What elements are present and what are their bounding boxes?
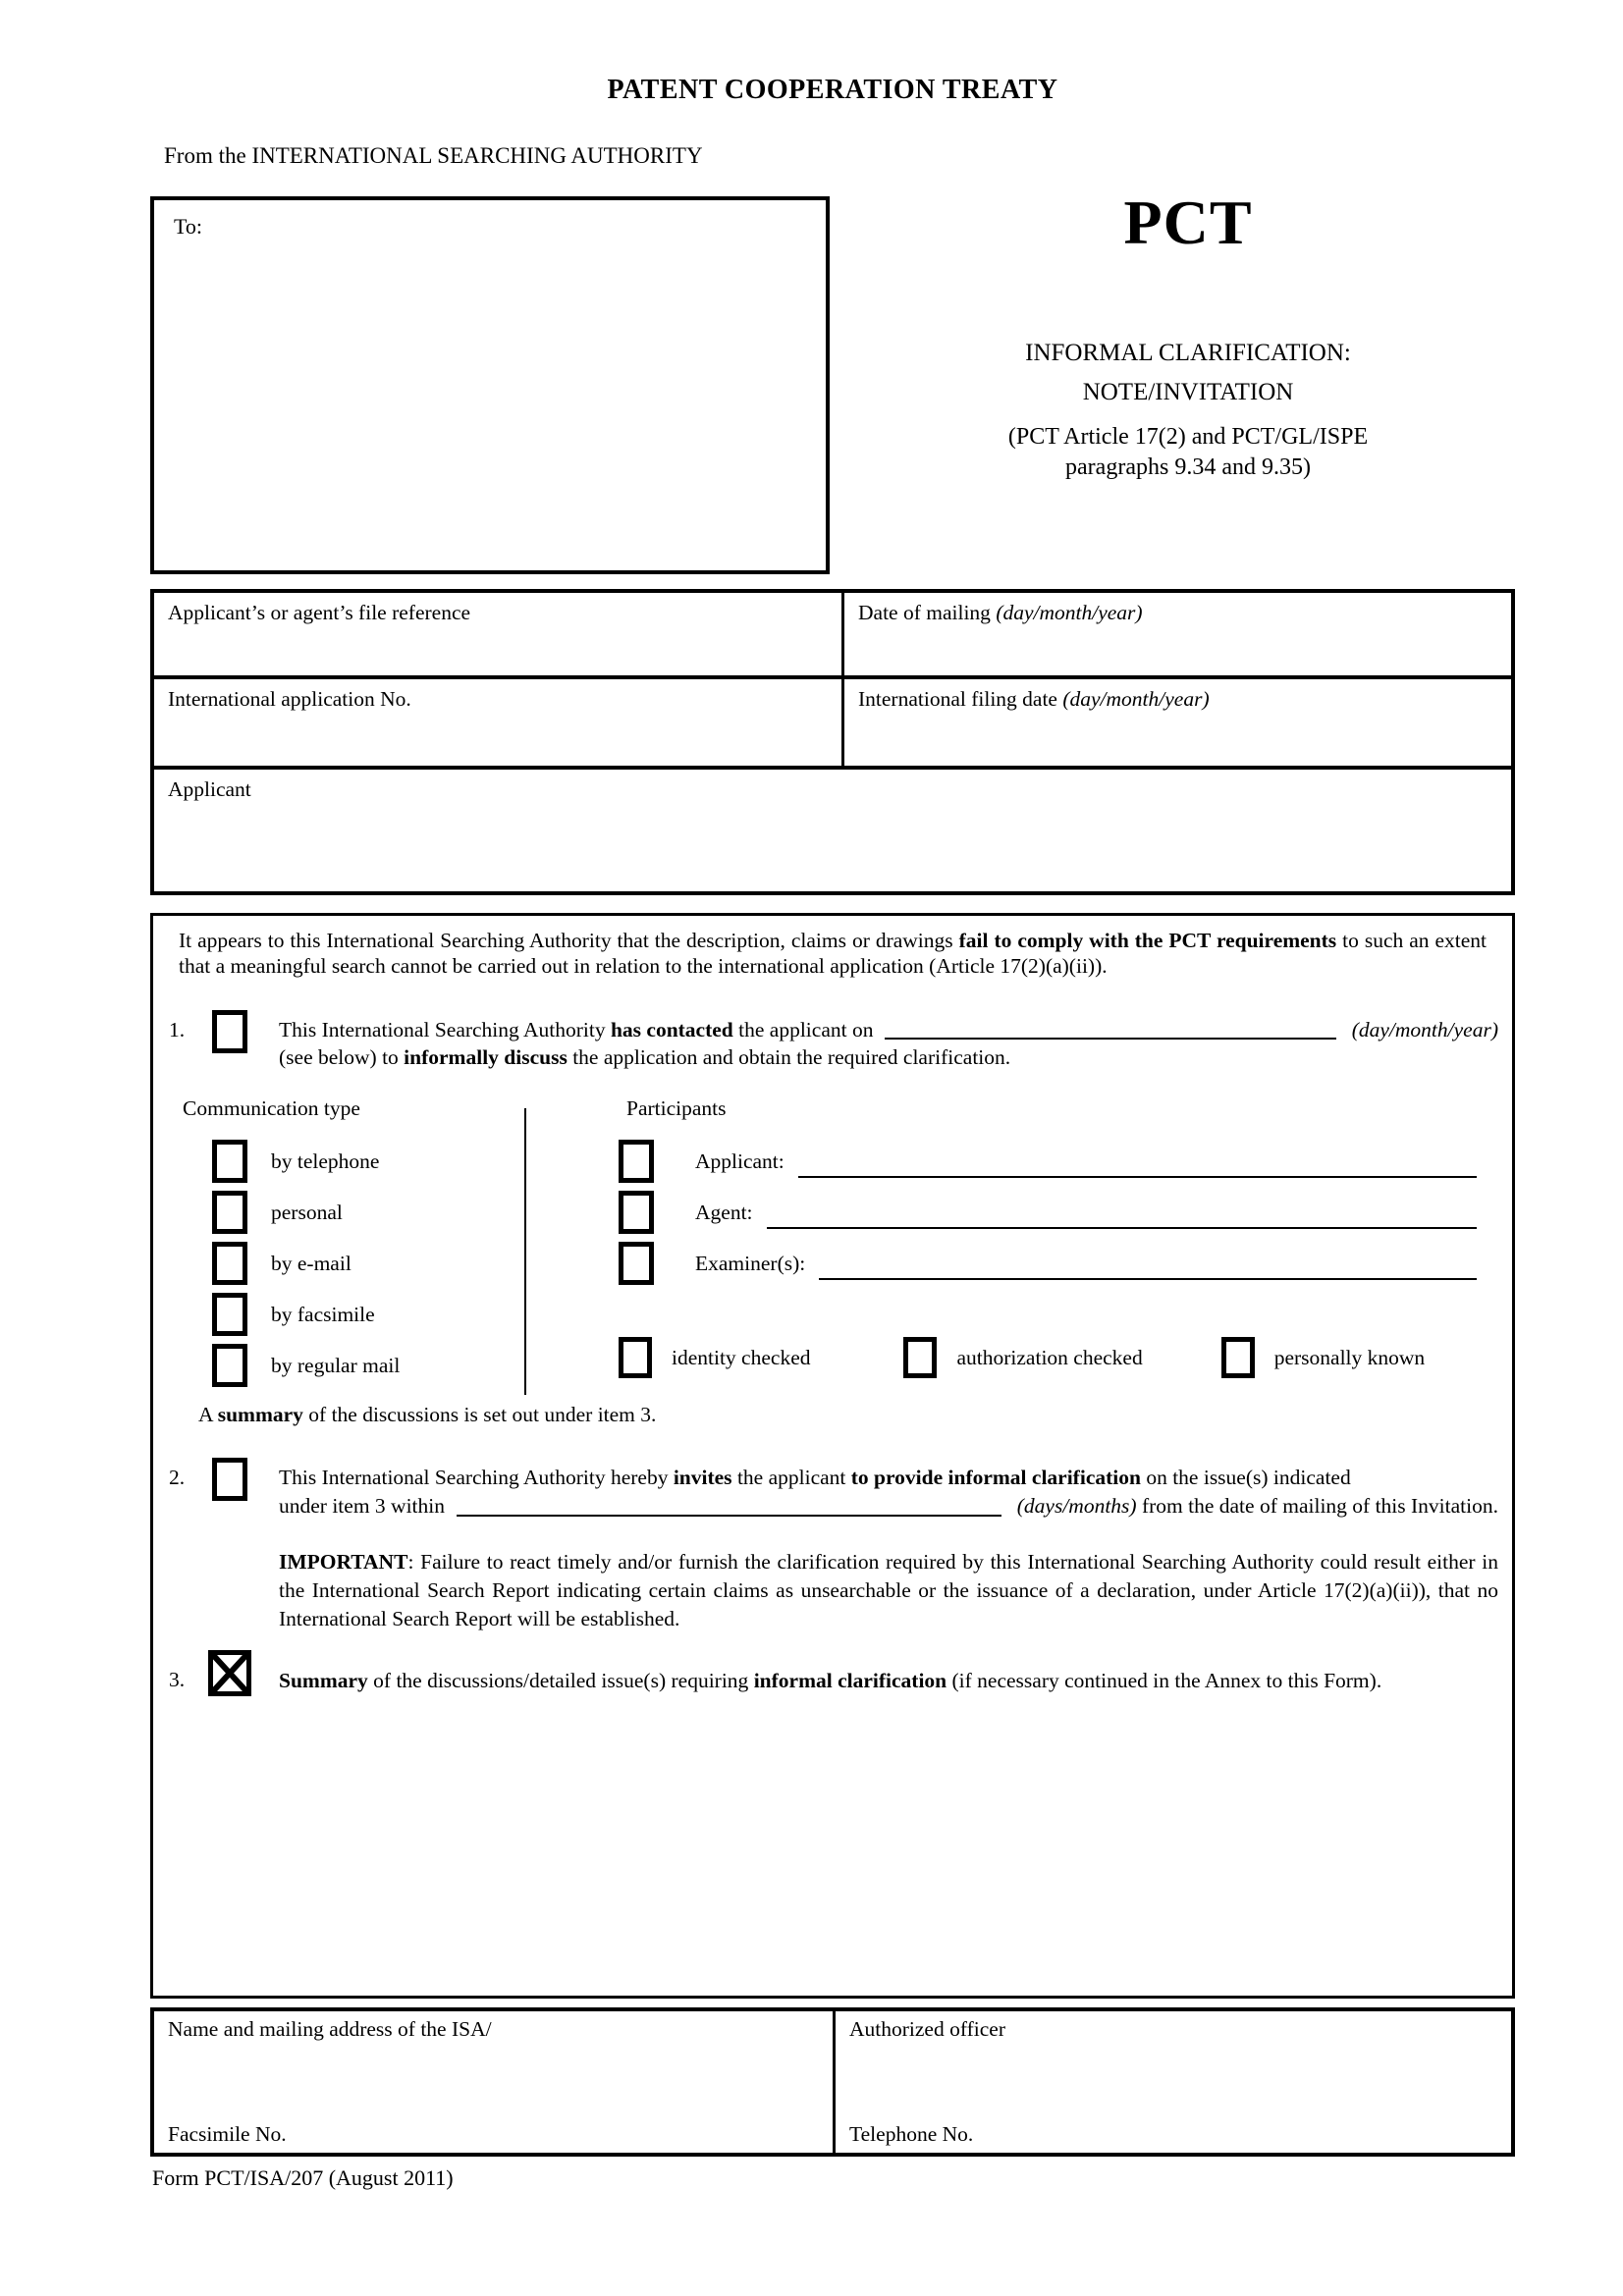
intl-filing-date-hint: (day/month/year) [1062,687,1210,711]
isa-address-cell[interactable] [154,2011,836,2153]
column-divider [524,1108,526,1395]
participant-examiner-label: Examiner(s): [695,1251,806,1275]
participant-agent-label: Agent: [695,1200,753,1224]
identity-checked-label: identity checked [672,1345,811,1369]
main-content-box [150,913,1515,1999]
personally-known-group [1221,1337,1425,1378]
intl-application-label: International application No. [168,687,411,711]
form-number: Form PCT/ISA/207 (August 2011) [152,2165,454,2190]
participant-examiner-row [619,1238,1481,1289]
contact-date-line[interactable] [885,1030,1335,1040]
participant-applicant-label: Applicant: [695,1148,784,1173]
personal-checkbox[interactable] [212,1191,247,1234]
communication-options [212,1136,400,1391]
identity-checked-group [619,1337,810,1378]
participant-applicant-line[interactable] [798,1168,1477,1178]
doc-title-line2: NOTE/INVITATION [1082,379,1294,405]
comm-option-facsimile [212,1289,400,1340]
authorization-checked-label: authorization checked [956,1345,1143,1369]
header-table [150,589,1515,895]
participant-applicant-checkbox[interactable] [619,1140,654,1183]
summary-note: A summary of the discussions is set out under item 3. [198,1403,657,1426]
doc-title-line1: INFORMAL CLARIFICATION: [1025,340,1351,366]
participant-applicant-row [619,1136,1481,1187]
important-notice: IMPORTANT: Failure to react timely and/or furnish the clarification required by this International Searching Authority could result either in the International Search Report indicating certain claims as unsearchable or the issuance of a declaration, under Article 17(2)(a)(ii)), that no International Search Report will be established. [279,1550,1498,1630]
contact-date-hint: (day/month/year) [1351,1018,1498,1041]
date-of-mailing-hint: (day/month/year) [996,601,1143,624]
from-authority-line: From the INTERNATIONAL SEARCHING AUTHORITY [164,143,703,168]
comm-option-personal [212,1187,400,1238]
by-facsimile-label: by facsimile [271,1302,375,1326]
applicant-label: Applicant [168,777,251,801]
file-reference-label: Applicant’s or agent’s file reference [168,601,471,624]
identity-checked-checkbox[interactable] [619,1337,652,1378]
item2-checkbox[interactable] [212,1458,247,1501]
item2-text: This International Searching Authority hereby invites the applicant to provide informal clarification on the issue(s) indicated under item 3 within (days/months) from the date of mailing of this Invitation. [279,1466,1498,1518]
footer-table [150,2007,1515,2157]
by-regular-mail-checkbox[interactable] [212,1344,247,1387]
doc-ref-line1: (PCT Article 17(2) and PCT/GL/ISPE [1007,424,1369,450]
page-title: PATENT COOPERATION TREATY [607,75,1058,105]
verification-row [619,1332,1502,1383]
non-compliance-notice: It appears to this International Searching Authority that the description, claims or drawings fail to comply with the PCT requirements to such an extent that a meaningful search cannot be carried out in relation to the international application (Article 17(2)(a)(ii)). [179,929,1487,978]
date-of-mailing-cell[interactable] [841,593,1511,675]
comm-option-telephone [212,1136,400,1187]
telephone-label: Telephone No. [849,2122,974,2146]
by-telephone-label: by telephone [271,1148,380,1173]
personally-known-label: personally known [1273,1345,1426,1369]
participant-agent-checkbox[interactable] [619,1191,654,1234]
doc-ref-line2: paragraphs 9.34 and 9.35) [1065,454,1311,480]
personally-known-checkbox[interactable] [1221,1337,1255,1378]
participant-agent-line[interactable] [767,1219,1477,1229]
communication-type-heading: Communication type [183,1096,360,1120]
recipient-address-box[interactable] [150,196,830,574]
to-label: To: [174,214,203,239]
by-email-checkbox[interactable] [212,1242,247,1285]
isa-address-label: Name and mailing address of the ISA/ [168,2017,492,2041]
comm-option-regular-mail [212,1340,400,1391]
by-regular-mail-label: by regular mail [271,1353,401,1377]
item1-text: This International Searching Authority has contacted the applicant on (day/month/year) (see below) to informally discuss the application and obtain the required clarification. [279,1018,1498,1069]
by-facsimile-checkbox[interactable] [212,1293,247,1336]
date-of-mailing-label: Date of mailing [858,601,997,624]
participant-examiner-checkbox[interactable] [619,1242,654,1285]
item3-text: Summary of the discussions/detailed issue(s) requiring informal clarification (if necessary continued in the Annex to this Form). [279,1669,1382,1692]
comm-option-email [212,1238,400,1289]
participants-rows [619,1136,1481,1289]
intl-application-cell[interactable] [154,675,841,766]
item3-checkbox[interactable] [208,1650,251,1696]
response-period-hint: (days/months) [1016,1494,1137,1518]
participants-heading: Participants [626,1096,727,1120]
authorized-officer-label: Authorized officer [849,2017,1005,2041]
item3-number: 3. [169,1668,186,1691]
facsimile-label: Facsimile No. [168,2122,287,2146]
item2-number: 2. [169,1466,186,1489]
participant-agent-row [619,1187,1481,1238]
intl-filing-date-label: International filing date [858,687,1063,711]
intl-filing-date-cell[interactable] [841,675,1511,766]
item1-number: 1. [169,1018,186,1041]
authorization-checked-group [903,1337,1142,1378]
pct-logo: PCT [1123,187,1253,257]
authorized-officer-cell[interactable] [836,2011,1511,2153]
participant-examiner-line[interactable] [819,1270,1477,1280]
response-period-line[interactable] [457,1507,1001,1517]
by-email-label: by e-mail [271,1251,352,1275]
item1-checkbox[interactable] [212,1010,247,1053]
personal-label: personal [271,1200,343,1224]
by-telephone-checkbox[interactable] [212,1140,247,1183]
authorization-checked-checkbox[interactable] [903,1337,937,1378]
applicant-cell[interactable] [154,766,1511,891]
file-reference-cell[interactable] [154,593,841,675]
